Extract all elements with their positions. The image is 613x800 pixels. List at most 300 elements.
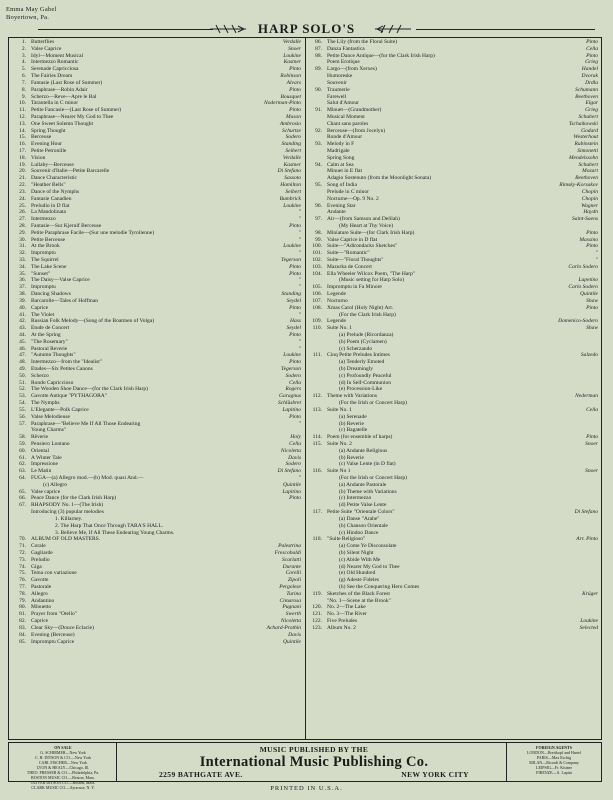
item-number: 33.: [19, 257, 26, 263]
catalog-row: [305, 625, 601, 632]
item-title: Valse caprice: [31, 488, 61, 495]
item-composer: Beethoven: [575, 175, 598, 182]
item-title: "The Rosemary": [31, 338, 68, 345]
item-composer: ": [298, 475, 301, 481]
catalog-row: [305, 230, 601, 237]
item-composer: Mozart: [582, 168, 598, 175]
item-title: (b) Chanson Orientale: [339, 522, 388, 529]
item-title: Ronde d'Amour: [327, 134, 363, 141]
catalog-row: [9, 639, 304, 646]
item-title: The Wooden Shoe Dance—(for the Clark Irish Harp): [31, 386, 148, 393]
catalog-row: [305, 570, 601, 577]
item-composer: Pinto: [586, 39, 598, 45]
item-number: 14.: [19, 127, 26, 134]
item-title: (c) Hindoo Dance: [339, 529, 379, 536]
item-title: Mazurka de Concert: [327, 263, 372, 270]
catalog-row: [305, 175, 601, 182]
item-number: 93.: [315, 141, 322, 148]
catalog-row: [305, 523, 601, 530]
item-title: Legende: [327, 291, 346, 298]
item-title: (b) Poem (Cyclamen): [339, 338, 387, 345]
foreign-line: FOREIGN AGENTS: [536, 745, 572, 750]
item-number: 115.: [312, 440, 322, 447]
item-number: 77.: [19, 584, 26, 590]
catalog-row: [305, 134, 601, 141]
item-number: 92.: [315, 127, 322, 134]
item-composer: Pergolese: [279, 584, 301, 590]
item-title: Nocturno: [327, 297, 348, 304]
item-composer: Rogers: [285, 386, 301, 393]
item-title: Serenade Capricciosa: [31, 66, 79, 73]
item-number: 119.: [312, 590, 322, 597]
item-title: Etudes—Six Petites Canons: [31, 366, 93, 372]
item-composer: Standing: [281, 141, 301, 148]
foreign-line: FIRENZE—A. Lapini: [536, 770, 572, 775]
item-composer: ": [298, 209, 301, 216]
page-title: HARP SOLO'S: [257, 21, 356, 36]
item-number: 31.: [19, 243, 26, 250]
catalog-row: [9, 148, 304, 155]
item-number: 70.: [19, 536, 26, 543]
item-title: (c) Bagatelle: [339, 427, 368, 434]
item-composer: Westerhout: [573, 134, 598, 141]
catalog-row: [9, 604, 304, 611]
item-title: 1. Killarney.: [55, 515, 83, 522]
item-title: Impromptu: [31, 284, 56, 291]
publisher-address: 2259 BATHGATE AVE.: [159, 770, 243, 779]
item-number: 22.: [19, 182, 26, 189]
item-composer: Loukine: [283, 243, 301, 250]
item-number: 88.: [315, 52, 322, 59]
item-number: 86.: [315, 39, 322, 45]
publisher-block: [119, 745, 509, 779]
item-composer: Pinto: [289, 263, 301, 270]
item-number: 44.: [19, 331, 26, 338]
item-title: Farewell: [327, 93, 347, 100]
item-title: (My Heart at Thy Voice): [339, 222, 394, 229]
item-composer: ": [298, 338, 301, 345]
item-title: Berceuse—(from Jocelyn): [327, 127, 386, 134]
catalog-row: [9, 53, 304, 60]
item-number: 96.: [315, 202, 322, 209]
catalog-row: [305, 577, 601, 584]
catalog-row: [9, 386, 304, 393]
item-composer: Kastner: [283, 161, 301, 168]
item-composer: Massino: [579, 236, 598, 243]
item-title: Rondo Capriccioso: [31, 379, 74, 386]
item-title: Prelude in C minor: [327, 188, 370, 195]
item-composer: Seydel: [286, 325, 301, 332]
item-number: 82.: [19, 618, 26, 625]
item-title: (c) Valse Lente (in D flat): [339, 461, 396, 468]
item-number: 39.: [19, 297, 26, 304]
item-number: 81.: [19, 611, 26, 618]
catalog-row: [305, 277, 601, 284]
item-title: Impromptu: [31, 250, 56, 257]
catalog-row: [9, 59, 304, 66]
catalog-row: [9, 448, 304, 455]
item-composer: Pinto: [586, 52, 598, 59]
catalog-row: [305, 94, 601, 101]
item-title: (a) Tenderly Emoted: [339, 359, 385, 366]
catalog-row: [305, 352, 601, 359]
item-title: The Violet: [31, 311, 55, 318]
item-number: 30.: [19, 236, 26, 243]
item-composer: Nicoletta: [280, 447, 301, 454]
item-composer: Corelli: [285, 570, 301, 577]
catalog-row: [305, 359, 601, 366]
item-title: (a) Prelude (Ricordanza): [339, 331, 394, 338]
item-title: Humoreske: [327, 73, 353, 80]
item-composer: Sassoto: [284, 175, 301, 182]
item-title: Clear Sky—(Douce Eclacie): [31, 624, 94, 631]
item-number: 28.: [19, 222, 26, 229]
item-title: Giga: [31, 563, 42, 570]
catalog-row: [9, 223, 304, 230]
item-composer: Schubert: [578, 113, 598, 120]
item-composer: Bumbrick: [279, 195, 301, 202]
item-composer: Pinto: [289, 107, 301, 114]
item-title: RHAPSODY No. 1—(The Irish): [31, 502, 104, 509]
catalog-row: [305, 591, 601, 598]
catalog-row: [305, 155, 601, 162]
item-composer: Pinto: [289, 331, 301, 338]
item-title: "Autumn Thoughts": [31, 352, 76, 359]
item-number: 13.: [19, 120, 26, 127]
item-title: Paraphrase—Robin Adair: [31, 86, 88, 93]
catalog-row: [305, 264, 601, 271]
on-sale-line: G. SCHIRMER—New York: [40, 750, 86, 755]
catalog-row: [9, 203, 304, 210]
item-title: Pastorale: [31, 584, 52, 590]
foreign-line: LEIPSIG—Fr. Kistner: [536, 765, 572, 770]
item-title: FUGA—(a) Allegro mod.—(b) Mod. quasi And.—: [31, 475, 144, 481]
item-composer: Robinson: [280, 73, 301, 80]
catalog-row: [305, 495, 601, 502]
item-title: Melody in F: [327, 141, 355, 148]
catalog-row: [305, 305, 601, 312]
catalog-row: [9, 121, 304, 128]
catalog-row: [9, 550, 304, 557]
item-composer: ": [298, 216, 301, 223]
item-title: Chant sans paroles: [327, 120, 369, 127]
item-composer: Dvorak: [581, 73, 598, 80]
item-number: 36.: [19, 277, 26, 284]
item-composer: Domenico-Sodero: [558, 318, 598, 325]
item-title: Intermezzo Romantic: [31, 59, 79, 66]
published-by: MUSIC PUBLISHED BY THE: [259, 745, 369, 754]
item-composer: Seydel: [286, 297, 301, 304]
item-title: Pastoral Reverie: [31, 345, 68, 352]
item-number: 123.: [312, 624, 322, 631]
item-composer: Kastner: [283, 59, 301, 66]
item-title: (a) Serenade: [339, 413, 367, 420]
item-composer: Chopin: [581, 195, 598, 202]
catalog-row: [305, 237, 601, 244]
item-title: Minuet—(Grandmother): [327, 107, 382, 114]
item-title: Suite No 1: [327, 468, 351, 475]
catalog-row: [9, 46, 304, 53]
item-number: 16.: [19, 141, 26, 148]
catalog-row: [9, 625, 304, 632]
item-composer: Nicoletta: [280, 618, 301, 625]
foreign-line: PARIS—Max Eschig: [536, 755, 572, 760]
item-number: 34.: [19, 263, 26, 270]
item-title: Cinq Petite Preludes Intimes: [327, 352, 390, 359]
catalog-row: [305, 168, 601, 175]
catalog-row: [305, 468, 601, 475]
item-number: 58.: [19, 434, 26, 441]
item-number: 110.: [312, 325, 322, 332]
item-number: 89.: [315, 66, 322, 73]
item-composer: Grieg: [585, 59, 598, 66]
catalog-row: [305, 407, 601, 414]
item-title: (b) Reverie: [339, 454, 364, 461]
item-composer: Shaw: [586, 297, 598, 304]
item-composer: Sodero: [285, 461, 301, 468]
item-number: 117.: [312, 509, 322, 516]
item-title: The Nymphs: [31, 400, 60, 407]
on-sale-line: BOSTON MUSIC CO.—Boston, Mass.: [31, 775, 95, 780]
on-sale-line: CARL FISCHER—New York: [38, 760, 88, 765]
item-title: Petite Berceuse: [31, 236, 66, 243]
item-composer: Simonetti: [577, 148, 598, 154]
item-number: 56.: [19, 413, 26, 420]
item-title: Etude de Concert: [31, 325, 70, 332]
item-title: Prayer from "Otello": [31, 611, 78, 618]
item-composer: Loukine: [580, 618, 598, 625]
item-number: 9.: [21, 93, 26, 100]
item-composer: Cella: [586, 406, 598, 413]
item-title: Dance Characteristic: [31, 175, 77, 182]
item-composer: Beethoven: [575, 93, 598, 100]
item-number: 23.: [19, 188, 26, 195]
catalog-row: [305, 516, 601, 523]
item-composer: Loukine: [283, 52, 301, 59]
item-title: Madrigale: [327, 148, 350, 154]
catalog-row: [9, 427, 304, 434]
item-composer: Davis: [288, 454, 301, 461]
item-title: Peace Dance (for the Clark Irish Harp): [31, 495, 117, 502]
foreign-line: LONDON—Breitkopf and Hartel: [527, 750, 581, 755]
item-title: Theme with Variations: [327, 393, 377, 400]
item-number: 75.: [19, 570, 26, 577]
item-number: 112.: [312, 393, 322, 400]
item-composer: Zipoli: [287, 577, 301, 584]
item-number: 113.: [312, 406, 322, 413]
item-number: 61.: [19, 454, 26, 461]
item-title: Allegro: [31, 590, 48, 597]
foreign-line: MILAN—Ricordi & Company: [529, 760, 579, 765]
catalog-row: [305, 73, 601, 80]
item-title: The Fairies Dream: [31, 73, 73, 80]
catalog-row: [305, 257, 601, 264]
item-composer: Loukine: [283, 352, 301, 359]
item-composer: Elgar: [585, 100, 598, 107]
item-composer: ": [298, 250, 301, 257]
catalog-row: [305, 128, 601, 135]
item-title: L'Elegante—Polk Caprice: [31, 406, 89, 413]
item-composer: Saint-Saens: [572, 216, 598, 223]
item-title: Petite Fancasie—(Last Rose of Summer): [31, 107, 122, 114]
item-composer: Sodero: [285, 372, 301, 379]
catalog-row: [9, 611, 304, 618]
catalog-row: [305, 114, 601, 121]
item-title: Impromptu Caprice: [31, 638, 75, 645]
item-title: Poem Erotique: [327, 59, 360, 66]
item-number: 63.: [19, 468, 26, 475]
item-title: Song of India: [327, 182, 357, 189]
item-composer: Di Stefano: [277, 468, 301, 475]
item-number: 26.: [19, 209, 26, 216]
catalog-row: [305, 509, 601, 516]
item-number: 55.: [19, 406, 26, 413]
item-number: 116.: [312, 468, 322, 475]
item-composer: Frescobaldi: [274, 549, 301, 556]
item-title: At the Spring: [31, 331, 61, 338]
item-number: 46.: [19, 345, 26, 352]
item-title: Tarantella in C minor: [31, 100, 79, 107]
catalog-row: [9, 536, 304, 543]
item-title: The Daisy—Valse Caprice: [31, 277, 90, 284]
catalog-row: [9, 557, 304, 564]
item-title: La Mandolinata: [31, 209, 66, 216]
catalog-row: [305, 325, 601, 332]
item-title: Valse Caprice in D flat: [327, 236, 378, 243]
item-number: 48.: [19, 359, 26, 366]
item-title: Andante: [327, 209, 346, 216]
item-number: 8.: [21, 86, 26, 93]
item-composer: Selected: [579, 624, 598, 631]
item-number: 37.: [19, 284, 26, 291]
item-composer: Noderman-Pinto: [264, 100, 301, 107]
catalog-row: [9, 455, 304, 462]
item-number: 35.: [19, 270, 26, 277]
catalog-row: [9, 393, 304, 400]
item-title: (c) Abide With Me: [339, 556, 381, 563]
item-title: Suite—"Adirondacks Sketches": [327, 243, 398, 250]
item-title: Xmas Carol (Holy Night) Arr.: [327, 304, 394, 311]
item-title: Adagio Sostenuto (from the Moonlight Sonata): [327, 175, 432, 182]
catalog-row: [9, 509, 304, 516]
catalog-row: [9, 461, 304, 468]
catalog-row: [9, 175, 304, 182]
catalog-left-column: [9, 39, 304, 645]
item-title: (c) Allegro: [43, 481, 67, 488]
item-number: 85.: [19, 638, 26, 645]
item-title: Caprice: [31, 618, 49, 625]
item-composer: Garagnus: [278, 393, 301, 400]
item-title: Evening Hour: [31, 141, 63, 148]
item-composer: Tegerson: [281, 257, 301, 263]
item-title: (g) Adeste Fideles: [339, 577, 380, 584]
catalog-row: [9, 495, 304, 502]
catalog-row: [305, 141, 601, 148]
item-number: 25.: [19, 202, 26, 209]
item-composer: Haydn: [583, 209, 598, 216]
item-composer: Pinto: [289, 86, 301, 93]
catalog-row: [9, 284, 304, 291]
item-title: Calm at Sea: [327, 161, 354, 168]
catalog-row: [9, 400, 304, 407]
item-title: Gavotte Antique "PYTHAGORA": [31, 393, 107, 400]
item-title: Barcarolle—Tales of Hoffman: [31, 297, 99, 304]
item-composer: Scarlatti: [282, 556, 301, 563]
catalog-row: [9, 618, 304, 625]
item-composer: Mendelssohn: [568, 154, 598, 161]
catalog-row: [305, 203, 601, 210]
item-composer: Handel: [581, 66, 598, 73]
on-sale-line: ON SALE: [54, 745, 72, 750]
item-composer: Di Stefano: [574, 509, 598, 516]
item-title: (c) Profoundly Peaceful: [339, 372, 392, 379]
catalog-row: [305, 366, 601, 373]
catalog-row: [305, 182, 601, 189]
item-title: A Winter Tale: [31, 454, 62, 461]
catalog-row: [305, 298, 601, 305]
item-number: 120.: [312, 604, 322, 611]
on-sale-line: THEO. PRESSER & CO.—Philadelphia, Pa.: [26, 770, 100, 775]
catalog-row: [9, 114, 304, 121]
catalog-row: [9, 352, 304, 359]
item-title: Petite Dance Antique—(for the Clark Irish Harp): [327, 52, 435, 59]
catalog-row: [305, 53, 601, 60]
item-title: Minuetto: [31, 604, 52, 611]
item-number: 104.: [312, 270, 322, 277]
item-number: 74.: [19, 563, 26, 570]
item-title: (h) See the Conquering Hero Comes: [339, 584, 420, 590]
item-number: 41.: [19, 311, 26, 318]
catalog-row: [9, 94, 304, 101]
item-title: Salut d'Amour: [327, 100, 360, 107]
catalog-row: [9, 128, 304, 135]
item-number: 84.: [19, 631, 26, 638]
item-composer: Lapitino: [282, 406, 301, 413]
catalog-row: [9, 373, 304, 380]
item-title: Suite No. 1: [327, 325, 352, 332]
catalog-row: [305, 162, 601, 169]
item-title: (b) Reverie: [339, 420, 364, 427]
catalog-row: [305, 543, 601, 550]
item-title: Spring Thought: [31, 127, 66, 134]
item-composer: Hamilton: [280, 182, 301, 189]
catalog-row: [9, 366, 304, 373]
item-title: Dancing Shadows: [31, 291, 71, 298]
item-number: 24.: [19, 195, 26, 202]
catalog-row: [305, 216, 601, 223]
item-number: 62.: [19, 461, 26, 468]
item-number: 99.: [315, 236, 322, 243]
item-composer: Pinto: [289, 270, 301, 277]
item-title: Five Preludes: [327, 618, 358, 625]
catalog-row: [305, 448, 601, 455]
on-sale-line: CLARK MUSIC CO.—Syracuse, N. Y.: [31, 785, 95, 790]
item-title: (a) Andante Religious: [339, 447, 388, 454]
catalog-row: [9, 577, 304, 584]
catalog-row: [305, 536, 601, 543]
item-title: Suite No. 1: [327, 406, 352, 413]
item-composer: Snoer: [585, 440, 598, 447]
item-title: Introducing (3) popular melodies: [31, 509, 104, 516]
item-number: 6.: [21, 73, 26, 80]
item-composer: Seibert: [285, 188, 301, 195]
item-composer: ": [298, 277, 301, 284]
item-title: Souvenir d'Italie—Petite Barcarelle: [31, 168, 110, 175]
catalog-row: [9, 298, 304, 305]
item-title: 3. Believe Me, If All These Endearing Young Charms.: [55, 529, 175, 536]
item-title: Preludio in D flat: [31, 202, 70, 209]
catalog-row: [9, 475, 304, 482]
